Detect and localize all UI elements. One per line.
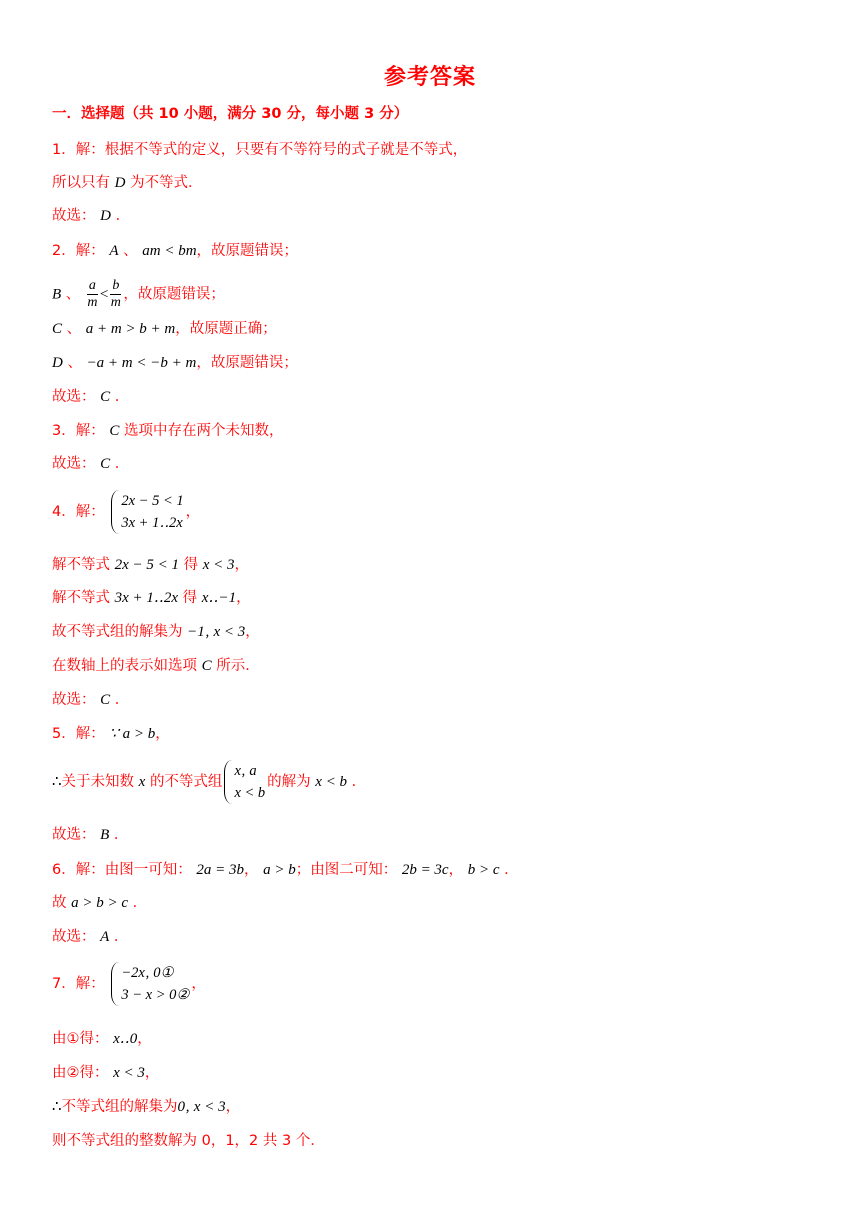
q2-line-4: D 、 −a + m < −b + m，故原题错误； — [52, 355, 298, 371]
q4-line-2: 解不等式 2x − 5 < 1 得 x < 3， — [52, 557, 250, 573]
q2-choice: 故选： C ． — [52, 389, 130, 405]
fraction-b-over-m: $\frac{b}{m}$ — [110, 278, 121, 310]
q6-choice: 故选： A ． — [52, 929, 129, 945]
q4-line-5: 在数轴上的表示如选项 C 所示． — [52, 658, 260, 674]
q1-line-2: 所以只有 D 为不等式． — [52, 175, 203, 191]
section-heading: 一．选择题（共 10 小题，满分 30 分，每小题 3 分） — [52, 106, 409, 122]
q7-line-1: 7．解： −2x‚ 0① 3 − x > 0② ， — [52, 962, 206, 1006]
q4-choice: 故选： C ． — [52, 692, 130, 708]
q6-line-1: 6．解：由图一可知： 2a = 3b， a > b；由图二可知： 2b = 3c， b > c ． — [52, 862, 519, 878]
q2-line-1: 2．解： A 、 am < bm，故原题错误； — [52, 243, 299, 259]
q5-line-2: ∴关于未知数 x 的不等式组 x‚ a x < b 的解为 x < b ． — [52, 760, 366, 804]
q3-line-1: 3．解： C 选项中存在两个未知数， — [52, 423, 284, 439]
inequality-system: x‚ a x < b — [224, 760, 265, 804]
page-title: 参考答案 — [383, 65, 476, 90]
q4-line-1: 4．解： 2x − 5 < 1 3x + 1‥2x ， — [52, 490, 200, 534]
q4-line-3: 解不等式 3x + 1‥2x 得 x‥−1， — [52, 590, 251, 606]
q5-choice: 故选： B ． — [52, 827, 129, 843]
q1-choice: 故选： D ． — [52, 208, 131, 224]
q7-line-4: ∴不等式组的解集为0‚ x < 3， — [52, 1099, 241, 1115]
q1-line-1: 1．解：根据不等式的定义，只要有不等符号的式子就是不等式， — [52, 142, 468, 158]
q7-line-2: 由①得： x‥0， — [52, 1031, 152, 1047]
inequality-system: −2x‚ 0① 3 − x > 0② — [111, 962, 189, 1006]
q2-line-3: C 、 a + m > b + m，故原题正确； — [52, 321, 277, 337]
q5-line-1: 5．解： ∵ a > b， — [52, 726, 170, 742]
fraction-a-over-m: $\frac{a}{m}$ — [87, 278, 98, 310]
q7-line-5: 则不等式组的整数解为 0，1，2 共 3 个． — [52, 1133, 325, 1149]
inequality-system: 2x − 5 < 1 3x + 1‥2x — [111, 490, 183, 534]
q4-line-4: 故不等式组的解集为 −1‚ x < 3， — [52, 624, 260, 640]
q2-line-2: B 、 $\frac{a}{m}$ < $\frac{b}{m}$ ，故原题错误； — [52, 278, 225, 310]
q3-choice: 故选： C ． — [52, 456, 130, 472]
q6-line-2: 故 a > b > c ． — [52, 895, 148, 911]
q7-line-3: 由②得： x < 3， — [52, 1065, 160, 1081]
